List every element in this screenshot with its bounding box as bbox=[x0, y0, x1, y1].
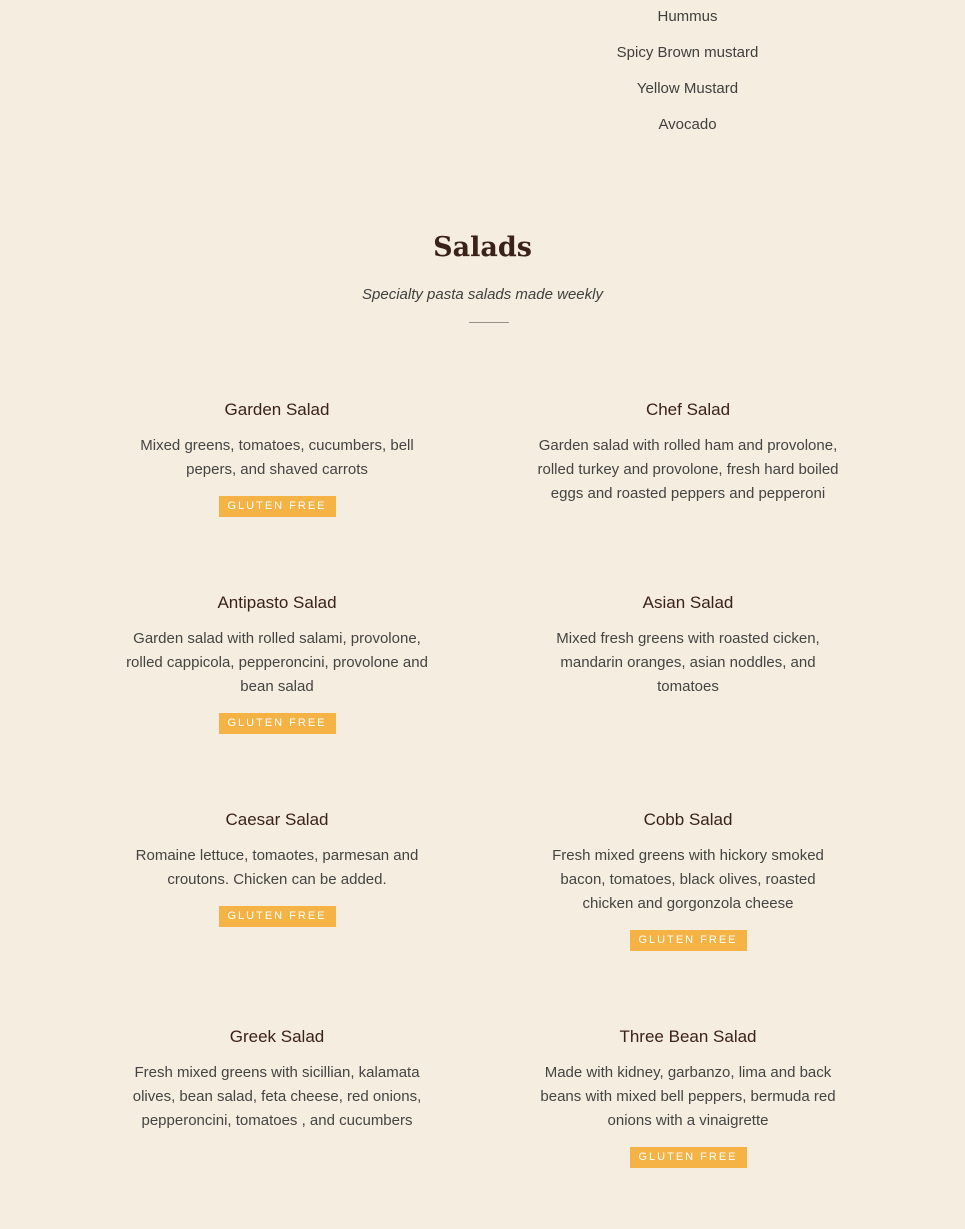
menu-item-name: Chef Salad bbox=[645, 400, 731, 419]
menu-item-description: Fresh mixed greens with hickory smoked bacon, tomatoes, black olives, roasted chicken and gorgonzola cheese bbox=[552, 847, 824, 912]
condiment-item: Yellow Mustard bbox=[636, 80, 739, 97]
menu-item-caesar-salad bbox=[122, 808, 432, 927]
section-subtitle: Specialty pasta salads made weekly bbox=[362, 286, 603, 303]
menu-item-name: Antipasto Salad bbox=[217, 593, 337, 612]
menu-item-description: Romaine lettuce, tomaotes, parmesan and croutons. Chicken can be added. bbox=[135, 847, 419, 888]
menu-item-description: Garden salad with rolled salami, provolone, rolled cappicola, pepperoncini, provolone and bean salad bbox=[126, 630, 428, 695]
gluten-free-badge: GLUTEN FREE bbox=[630, 930, 747, 951]
menu-item-name: Greek Salad bbox=[229, 1027, 325, 1046]
menu-item-name: Garden Salad bbox=[224, 400, 330, 419]
condiment-item: Avocado bbox=[658, 116, 717, 133]
gluten-free-badge: GLUTEN FREE bbox=[630, 1147, 747, 1168]
gluten-free-badge: GLUTEN FREE bbox=[219, 906, 336, 927]
menu-item-name: Three Bean Salad bbox=[619, 1027, 757, 1046]
menu-item-description: Mixed fresh greens with roasted cicken, mandarin oranges, asian noddles, and tomatoes bbox=[556, 630, 820, 695]
menu-item-name: Asian Salad bbox=[642, 593, 734, 612]
menu-item-three-bean-salad bbox=[533, 1025, 843, 1168]
menu-item-description: Made with kidney, garbanzo, lima and back beans with mixed bell peppers, bermuda red onions with a vinaigrette bbox=[540, 1064, 836, 1129]
menu-item-chef-salad bbox=[533, 398, 843, 506]
condiment-list bbox=[560, 0, 815, 144]
menu-item-description: Fresh mixed greens with sicillian, kalamata olives, bean salad, feta cheese, red onions, pepperoncini, tomatoes , and cucumbers bbox=[132, 1064, 422, 1129]
condiment-item: Spicy Brown mustard bbox=[616, 44, 759, 61]
gluten-free-badge: GLUTEN FREE bbox=[219, 713, 336, 734]
menu-item-name: Caesar Salad bbox=[225, 810, 329, 829]
menu-item-description: Garden salad with rolled ham and provolone, rolled turkey and provolone, fresh hard boiled eggs and roasted peppers and pepperoni bbox=[537, 437, 839, 502]
menu-item-garden-salad bbox=[122, 398, 432, 517]
menu-item-asian-salad bbox=[533, 591, 843, 699]
menu-item-antipasto-salad bbox=[122, 591, 432, 734]
menu-item-name: Cobb Salad bbox=[643, 810, 733, 829]
gluten-free-badge: GLUTEN FREE bbox=[219, 496, 336, 517]
menu-item-greek-salad bbox=[122, 1025, 432, 1133]
menu-item-cobb-salad bbox=[533, 808, 843, 951]
section-title: Salads bbox=[433, 232, 532, 263]
condiment-item: Hummus bbox=[657, 8, 718, 25]
menu-item-description: Mixed greens, tomatoes, cucumbers, bell pepers, and shaved carrots bbox=[140, 437, 414, 478]
section-divider bbox=[469, 322, 509, 323]
